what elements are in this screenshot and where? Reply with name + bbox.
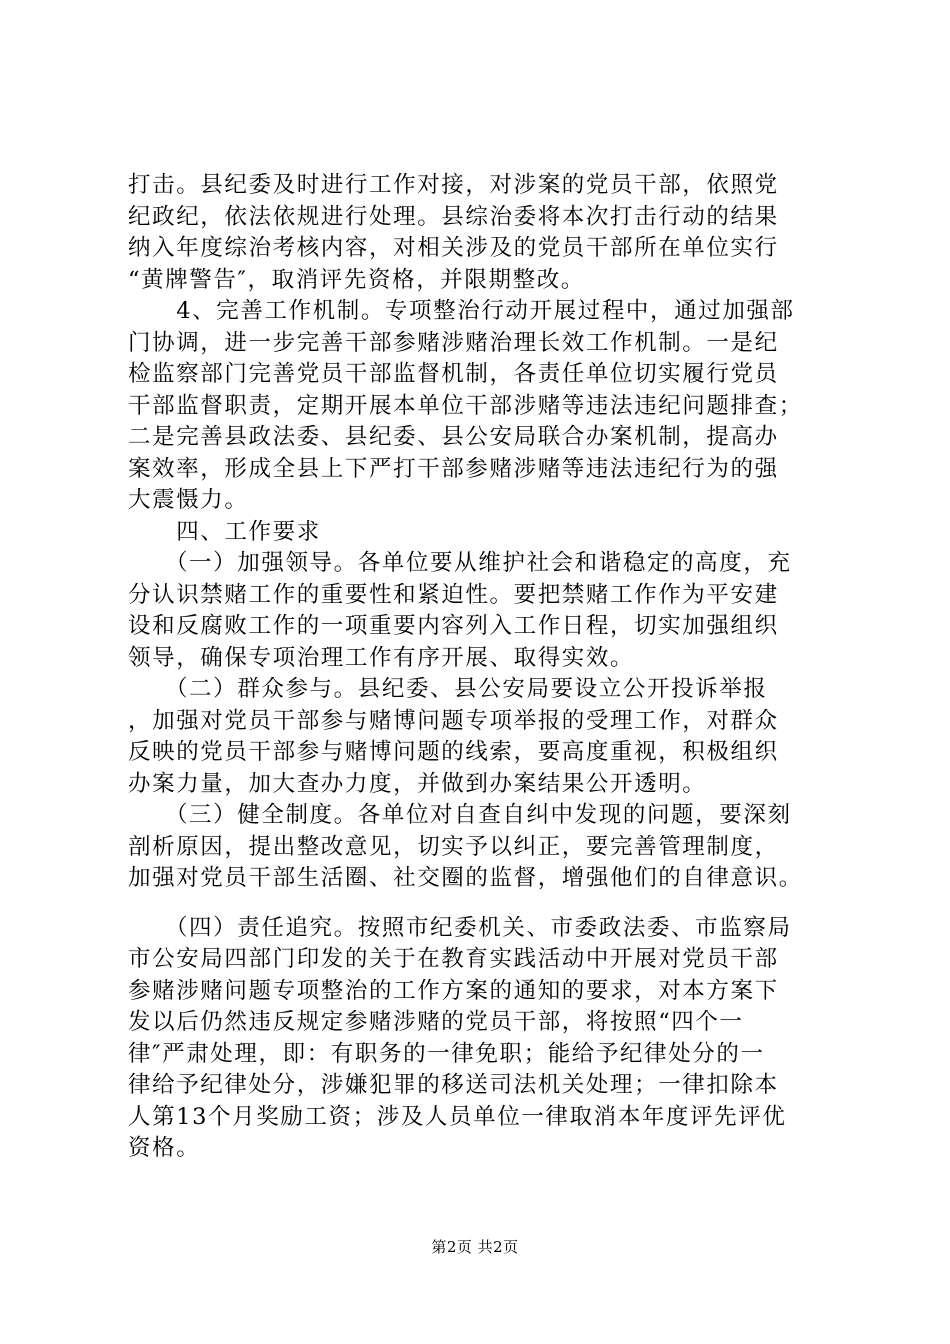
text-line: 律给予纪律处分，涉嫌犯罪的移送司法机关处理；一律扣除本 [128,1072,779,1098]
text-line: （四）责任追究。按照市纪委机关、市委政法委、市监察局 [128,914,792,941]
text-line: 纳入年度综治考核内容，对相关涉及的党员干部所在单位实行 [128,235,779,261]
text-line: 资格。 [128,1135,201,1161]
text-line: 加强对党员干部生活圈、社交圈的监督，增强他们的自律意识。 [128,865,803,891]
text-line: 剖析原因，提出整改意见，切实予以纠正，要完善管理制度， [128,833,779,860]
page-footer [0,1236,950,1257]
text-line: ，加强对党员干部参与赌博问题专项举报的受理工作，对群众 [128,707,779,734]
section-heading: 四、工作要求 [128,518,321,545]
text-line: 设和反腐败工作的一项重要内容列入工作日程，切实加强组织 [128,613,779,639]
text-line: 大震慑力。 [128,487,249,513]
text-line: 办案力量，加大查办力度，并做到办案结果公开透明。 [128,770,707,797]
text-line: 干部监督职责，定期开展本单位干部涉赌等违法违纪问题排查； [128,392,803,419]
text-line: 二是完善县政法委、县纪委、县公安局联合办案机制，提高办 [128,424,779,450]
text-line: （二）群众参与。县纪委、县公安局要设立公开投诉举报 [128,676,768,702]
text-line: 纪政纪，依法依规进行处理。县综治委将本次打击行动的结果 [128,203,779,230]
text-line: “黄牌警告″，取消评先资格，并限期整改。 [128,266,585,293]
paragraph-gap [128,895,846,913]
text-line: 人第13个月奖励工资；涉及人员单位一律取消本年度评先评优 [128,1103,787,1130]
text-line: 律″严肃处理，即：有职务的一律免职；能给予纪律处分的一 [128,1040,765,1067]
text-line: 分认识禁赌工作的重要性和紧迫性。要把禁赌工作作为平安建 [128,581,779,608]
text-line: 发以后仍然违反规定参赌涉赌的党员干部，将按照“四个一 [128,1009,744,1035]
document-body [128,170,846,1165]
text-line: 4、完善工作机制。专项整治行动开展过程中，通过加强部 [128,298,795,324]
text-line: 反映的党员干部参与赌博问题的线索，要高度重视，积极组织 [128,739,779,765]
page-number-label: 第2页 共2页 [431,1238,519,1256]
text-line: （三）健全制度。各单位对自查自纠中发现的问题，要深刻 [128,802,792,828]
text-line: 门协调，进一步完善干部参赌涉赌治理长效工作机制。一是纪 [128,329,779,356]
text-line: 市公安局四部门印发的关于在教育实践活动中开展对党员干部 [128,946,779,972]
text-line: 领导，确保专项治理工作有序开展、取得实效。 [128,644,635,671]
text-line: （一）加强领导。各单位要从维护社会和谐稳定的高度，充 [128,550,792,576]
text-line: 参赌涉赌问题专项整治的工作方案的通知的要求，对本方案下 [128,977,779,1004]
text-line: 检监察部门完善党员干部监督机制，各责任单位切实履行党员 [128,361,779,387]
text-line: 案效率，形成全县上下严打干部参赌涉赌等违法违纪行为的强 [128,455,779,482]
text-line: 打击。县纪委及时进行工作对接，对涉案的党员干部，依照党 [128,172,779,198]
